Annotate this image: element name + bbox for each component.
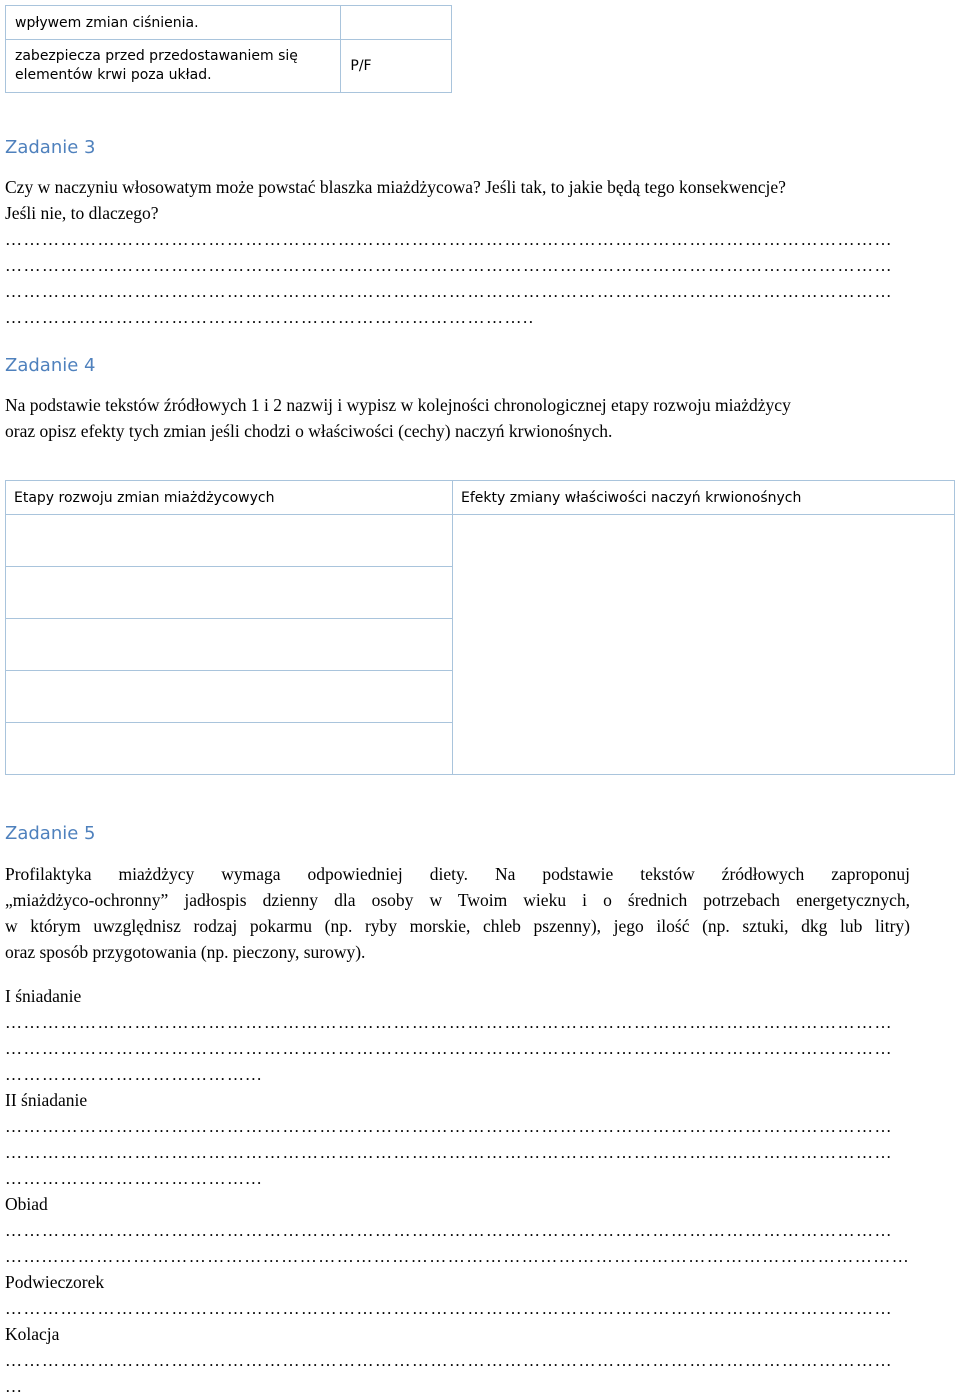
task3-question [5, 174, 910, 226]
instruction-line: w którym uwzględnisz rodzaj pokarmu (np. ryby morskie, chleb pszenny), jego ilość (np. sztuki, dkg lub litry) [5, 916, 910, 936]
stage-cell[interactable] [6, 723, 453, 775]
table-row [6, 40, 452, 93]
task4-heading: Zadanie 4 [5, 355, 96, 376]
answer-line[interactable]: ……………………………………………………………………………………………………………………………… [5, 1039, 893, 1058]
answer-line[interactable]: ……………………………………………………………………………………………………………………………… [5, 1143, 893, 1162]
instruction-line: oraz sposób przygotowania (np. pieczony, surowy). [5, 942, 366, 962]
stages-table [5, 480, 955, 775]
task4-instruction [5, 392, 910, 444]
statement-line: elementów krwi poza układ. [15, 67, 212, 83]
answer-line[interactable]: ……………………………………………………………………………………………………………………………… [5, 1221, 893, 1240]
stage-cell[interactable] [6, 515, 453, 567]
statement-cell: wpływem zmian ciśnienia. [6, 6, 341, 40]
answer-line[interactable]: …………………………………... [5, 1169, 263, 1188]
stage-cell[interactable] [6, 567, 453, 619]
answer-line[interactable]: ……………………………………………………………………………………………………………………………… [5, 1299, 893, 1318]
stage-cell[interactable] [6, 671, 453, 723]
question-line: Czy w naczyniu włosowatym może powstać blaszka miażdżycowa? Jeśli tak, to jakie będą tego konsekwencje? [5, 177, 786, 197]
instruction-line: Na podstawie tekstów źródłowych 1 i 2 nazwij i wypisz w kolejności chronologicznej etapy rozwoju miażdżycy [5, 395, 791, 415]
answer-line[interactable]: ……………………………………………………………………………………………………………………………… [5, 256, 893, 275]
answer-line[interactable]: ……………………………………………………………………………………………………………………………… [5, 1117, 893, 1136]
effects-cell[interactable] [453, 515, 955, 775]
task5-heading: Zadanie 5 [5, 823, 96, 844]
task3-heading: Zadanie 3 [5, 137, 96, 158]
meal-label-dinner: Obiad [5, 1194, 48, 1214]
meal-label-supper: Kolacja [5, 1324, 60, 1344]
table-header-row [6, 481, 955, 515]
statement-line: zabezpiecza przed przedostawaniem się [15, 48, 298, 64]
answer-line[interactable]: ……………………………………………………………………………………………………………………………… [5, 1013, 893, 1032]
answer-line[interactable]: …………………………………... [5, 1065, 263, 1084]
answer-line[interactable]: ……………………………………………………………………………………………………………………………… [5, 1351, 893, 1370]
table-row [6, 515, 955, 567]
column-header: Efekty zmiany właściwości naczyń krwionośnych [453, 481, 955, 515]
instruction-line: oraz opisz efekty tych zmian jeśli chodzi o właściwości (cechy) naczyń krwionośnych. [5, 421, 613, 441]
meal-label-snack: Podwieczorek [5, 1272, 105, 1292]
answer-cell[interactable] [341, 6, 452, 40]
instruction-line: Profilaktyka miażdżycy wymaga odpowiedniej diety. Na podstawie tekstów źródłowych zaproponuj [5, 864, 910, 884]
answer-line[interactable]: ……...………………………………………………………………………………………………………………………… [5, 1247, 911, 1266]
answer-line[interactable]: ……………………………………………………………………………………………………………………………… [5, 282, 893, 301]
question-line: Jeśli nie, to dlaczego? [5, 203, 159, 223]
answer-line[interactable]: ……………………………………………………………………………………………………………………………… [5, 230, 893, 249]
instruction-line: „miażdżyco-ochronny” jadłospis dzienny dla osoby w Twoim wieku i o średnich potrzebach energetycznych, [5, 890, 910, 910]
table-row [6, 6, 452, 40]
statement-cell [6, 40, 341, 93]
answer-line[interactable]: … [5, 1377, 24, 1396]
meal-label-breakfast1: I śniadanie [5, 986, 82, 1006]
meal-label-breakfast2: II śniadanie [5, 1090, 88, 1110]
task5-instruction [5, 861, 910, 965]
stage-cell[interactable] [6, 619, 453, 671]
column-header: Etapy rozwoju zmian miażdżycowych [6, 481, 453, 515]
answer-line[interactable]: ………………………………………………………………………….. [5, 308, 535, 327]
true-false-table [5, 5, 452, 93]
answer-cell[interactable]: P/F [341, 40, 452, 93]
